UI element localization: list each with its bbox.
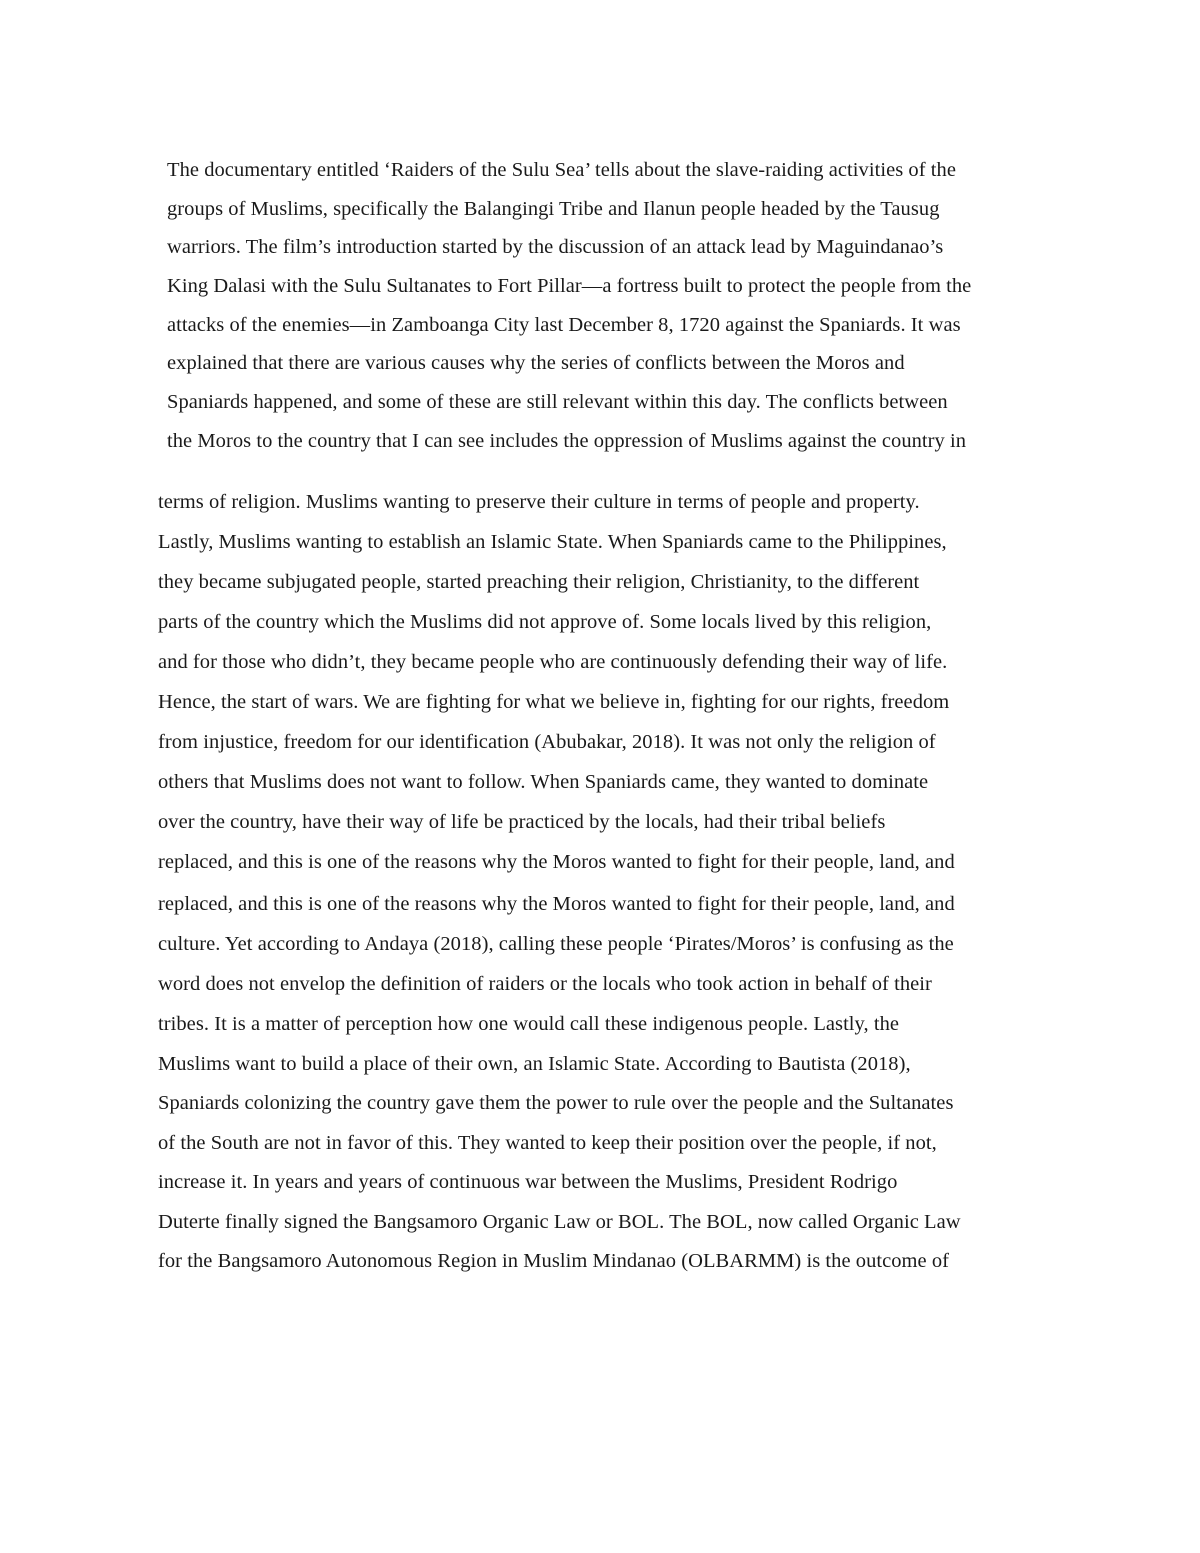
text-line: parts of the country which the Muslims did not approve of. Some locals lived by this religion, [158, 611, 932, 633]
text-line: increase it. In years and years of continuous war between the Muslims, President Rodrigo [158, 1171, 898, 1193]
text-line: culture. Yet according to Andaya (2018), calling these people ‘Pirates/Moros’ is confusing as the [158, 933, 954, 955]
text-line: tribes. It is a matter of perception how one would call these indigenous people. Lastly, the [158, 1013, 900, 1035]
text-line: and for those who didn’t, they became people who are continuously defending their way of life. [158, 651, 948, 673]
text-line: Duterte finally signed the Bangsamoro Organic Law or BOL. The BOL, now called Organic Law [158, 1211, 961, 1233]
text-line: Spaniards colonizing the country gave them the power to rule over the people and the Sultanates [158, 1092, 954, 1114]
text-line: groups of Muslims, specifically the Balangingi Tribe and Ilanun people headed by the Tausug [167, 198, 940, 220]
text-line: terms of religion. Muslims wanting to preserve their culture in terms of people and property. [158, 491, 920, 513]
text-line: over the country, have their way of life be practiced by the locals, had their tribal beliefs [158, 811, 886, 833]
text-line: for the Bangsamoro Autonomous Region in Muslim Mindanao (OLBARMM) is the outcome of [158, 1250, 950, 1272]
text-line: replaced, and this is one of the reasons why the Moros wanted to fight for their people, land, and [158, 851, 955, 873]
text-line: warriors. The film’s introduction started by the discussion of an attack lead by Maguindanao’s [167, 236, 944, 258]
text-line: attacks of the enemies—in Zamboanga City last December 8, 1720 against the Spaniards. It was [167, 314, 961, 336]
text-line: Muslims want to build a place of their own, an Islamic State. According to Bautista (2018), [158, 1053, 911, 1075]
text-line: the Moros to the country that I can see includes the oppression of Muslims against the country in [167, 430, 967, 452]
text-line: others that Muslims does not want to follow. When Spaniards came, they wanted to dominate [158, 771, 929, 793]
text-line: replaced, and this is one of the reasons why the Moros wanted to fight for their people, land, and [158, 893, 955, 915]
text-line: of the South are not in favor of this. They wanted to keep their position over the people, if not, [158, 1132, 937, 1154]
text-line: Lastly, Muslims wanting to establish an Islamic State. When Spaniards came to the Philippines, [158, 531, 947, 553]
text-line: they became subjugated people, started preaching their religion, Christianity, to the different [158, 571, 920, 593]
text-line: King Dalasi with the Sulu Sultanates to Fort Pillar—a fortress built to protect the people from the [167, 275, 972, 297]
text-line: explained that there are various causes why the series of conflicts between the Moros and [167, 352, 905, 374]
text-line: word does not envelop the definition of raiders or the locals who took action in behalf of their [158, 973, 932, 995]
text-line: Spaniards happened, and some of these are still relevant within this day. The conflicts between [167, 391, 948, 413]
text-line: Hence, the start of wars. We are fighting for what we believe in, fighting for our rights, freedom [158, 691, 950, 713]
text-line: The documentary entitled ‘Raiders of the Sulu Sea’ tells about the slave-raiding activities of the [167, 159, 956, 181]
text-line: from injustice, freedom for our identification (Abubakar, 2018). It was not only the religion of [158, 731, 936, 753]
